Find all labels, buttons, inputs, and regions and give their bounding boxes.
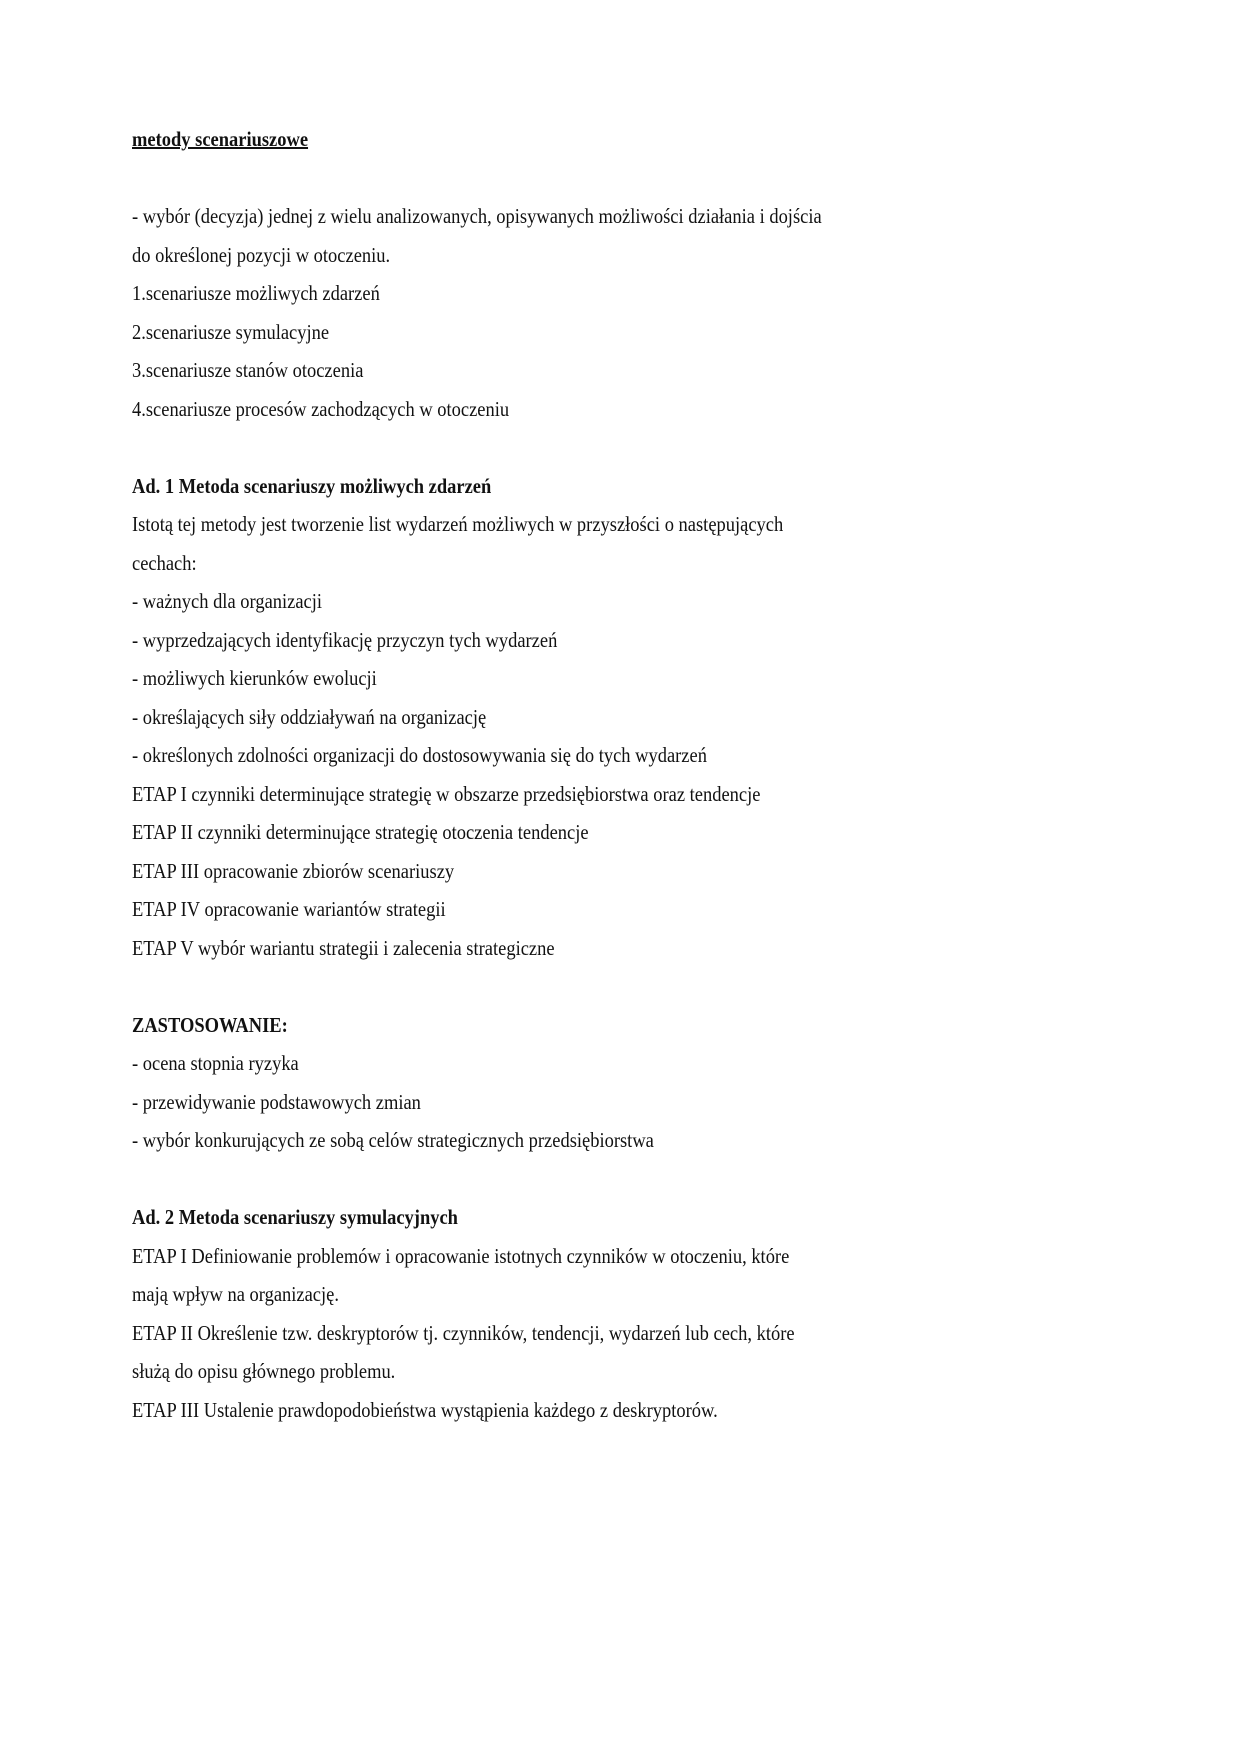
list-item: - wybór konkurujących ze sobą celów strategicznych przedsiębiorstwa xyxy=(132,1128,654,1152)
list-item: - ocena stopnia ryzyka xyxy=(132,1051,299,1075)
section-2 xyxy=(132,1198,1132,1429)
spacer xyxy=(132,1160,1132,1199)
list-item: - ważnych dla organizacji xyxy=(132,589,323,613)
list-item: - określających siły oddziaływań na organizację xyxy=(132,704,487,729)
list-item: 1.scenariusze możliwych zdarzeń xyxy=(132,281,380,305)
spacer xyxy=(132,159,1132,198)
stage-item: ETAP II czynniki determinujące strategię otoczenia tendencje xyxy=(132,820,589,844)
intro-block xyxy=(132,197,1132,428)
list-item: 3.scenariusze stanów otoczenia xyxy=(132,358,364,382)
stage-item: ETAP I czynniki determinujące strategię w obszarze przedsiębiorstwa oraz tendencje xyxy=(132,781,761,806)
stage-item: ETAP IV opracowanie wariantów strategii xyxy=(132,897,446,921)
stage-item: ETAP V wybór wariantu strategii i zalecenia strategiczne xyxy=(132,935,555,960)
stage-item: ETAP II Określenie tzw. deskryptorów tj. czynników, tendencji, wydarzeń lub cech, które xyxy=(132,1320,795,1345)
list-item: - wyprzedzających identyfikację przyczyn tych wydarzeń xyxy=(132,627,558,652)
spacer xyxy=(132,428,1132,467)
section-heading: ZASTOSOWANIE: xyxy=(132,1012,288,1037)
paragraph-line: - wybór (decyzja) jednej z wielu analizowanych, opisywanych możliwości działania i dojścia xyxy=(132,204,822,228)
document-title: metody scenariuszowe xyxy=(132,127,309,151)
stage-item: ETAP III Ustalenie prawdopodobieństwa wystąpienia każdego z deskryptorów. xyxy=(132,1397,718,1422)
stage-item: ETAP III opracowanie zbiorów scenariuszy xyxy=(132,858,455,883)
application-section xyxy=(132,1006,1132,1160)
list-item: - przewidywanie podstawowych zmian xyxy=(132,1089,421,1114)
paragraph-line: Istotą tej metody jest tworzenie list wydarzeń możliwych w przyszłości o następujących xyxy=(132,512,784,536)
section-heading: Ad. 1 Metoda scenariuszy możliwych zdarzeń xyxy=(132,473,492,498)
section-1 xyxy=(132,467,1132,968)
list-item: - możliwych kierunków ewolucji xyxy=(132,666,377,690)
stage-item: ETAP I Definiowanie problemów i opracowanie istotnych czynników w otoczeniu, które xyxy=(132,1243,790,1268)
list-item: - określonych zdolności organizacji do dostosowywania się do tych wydarzeń xyxy=(132,743,707,767)
spacer xyxy=(132,967,1132,1006)
paragraph-line: do określonej pozycji w otoczeniu. xyxy=(132,242,391,267)
list-item: 2.scenariusze symulacyjne xyxy=(132,319,330,344)
paragraph-line: mają wpływ na organizację. xyxy=(132,1282,339,1306)
section-heading: Ad. 2 Metoda scenariuszy symulacyjnych xyxy=(132,1205,458,1229)
paragraph-line: służą do opisu głównego problemu. xyxy=(132,1359,396,1383)
list-item: 4.scenariusze procesów zachodzących w otoczeniu xyxy=(132,396,510,421)
paragraph-line: cechach: xyxy=(132,550,197,575)
document-page xyxy=(132,120,1132,1429)
